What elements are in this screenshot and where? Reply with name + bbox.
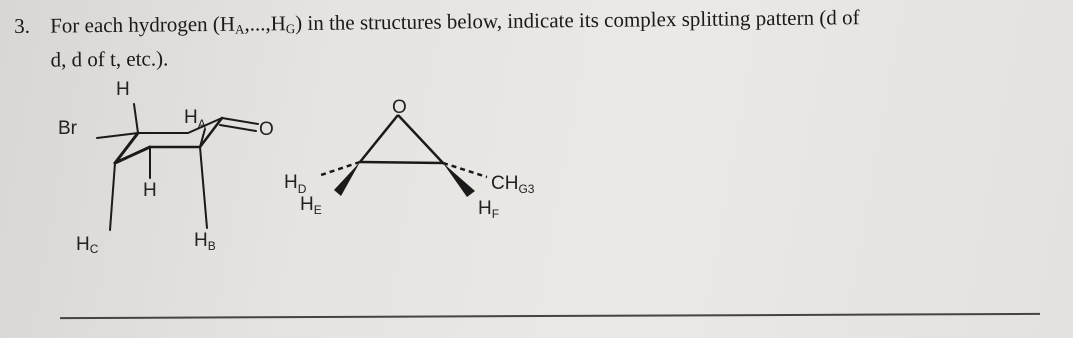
epoxide-o-label: O — [392, 97, 407, 118]
cyclohexane-chair-structure — [97, 104, 258, 230]
question-line-2: d, d of t, etc.). — [50, 46, 169, 72]
question-number: 3. — [14, 13, 31, 38]
wedge-bond-hf — [443, 163, 475, 197]
chg3-label: $CH_{G3}$ — [491, 173, 535, 196]
carbonyl-o-label: O — [259, 119, 274, 140]
epoxide-structure — [318, 115, 487, 177]
hb-label: $H_B$ — [194, 230, 216, 253]
ha-label: $H_A$ — [184, 107, 206, 131]
hc-label: HC — [76, 234, 99, 256]
hd-label: $H_D$ — [284, 172, 307, 196]
h-top-label: H — [116, 79, 130, 100]
br-label: Br — [58, 118, 77, 139]
question-line-1: 3. For each hydrogen $(H_A,...,H_G)$ in the structures below, indicate its complex splitting pattern (d of — [14, 5, 860, 38]
he-label: $H_E$ — [300, 194, 322, 217]
h-mid-label: H — [143, 180, 157, 201]
hf-label: $H_F$ — [478, 198, 500, 221]
